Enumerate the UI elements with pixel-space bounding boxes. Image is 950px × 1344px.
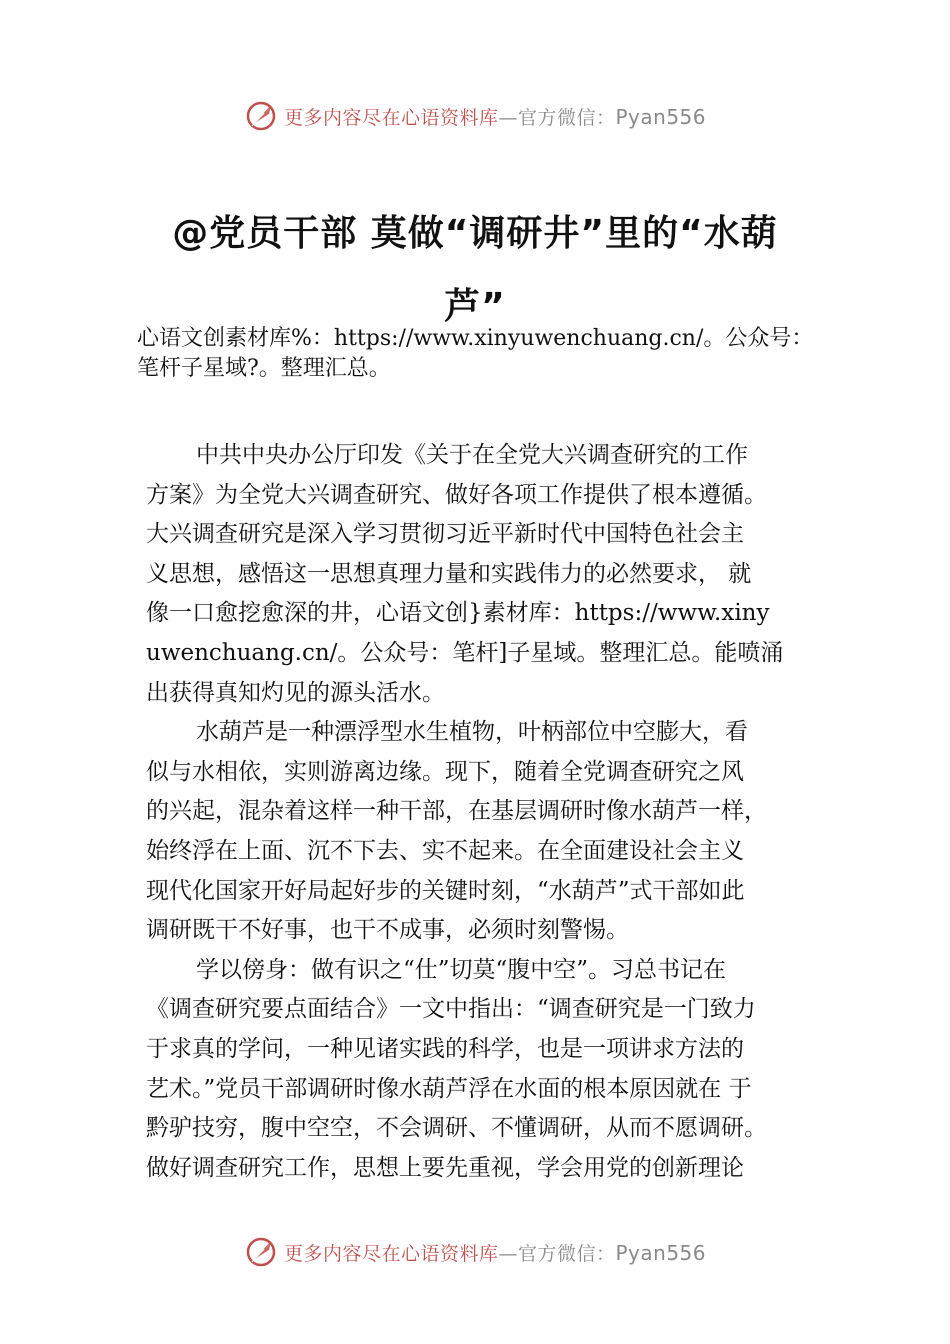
text-line: 出获得真知灼见的源头活水。 bbox=[146, 679, 445, 706]
paragraph-3 bbox=[146, 951, 826, 1189]
paragraph-2 bbox=[146, 713, 826, 951]
source-note-line: 心语文创素材库%：https://www.xinyuwenchuang.cn/。公众号： bbox=[137, 326, 814, 351]
text-line: 现代化国家开好局起好步的关键时刻，“水葫芦”式干部如此 bbox=[146, 877, 745, 904]
text-line: 似与水相依，实则游离边缘。现下，随着全党调查研究之风 bbox=[146, 758, 744, 785]
banner-handle: Pyan556 bbox=[615, 1240, 707, 1265]
text-line: 大兴调查研究是深入学习贯彻习近平新时代中国特色社会主 bbox=[146, 521, 744, 548]
text-line: 于求真的学问，一种见诸实践的科学，也是一项讲求方法的 bbox=[146, 1035, 744, 1062]
text-line: uwenchuang.cn/。公众号：笔杆]子星域。整理汇总。能喷涌 bbox=[146, 639, 784, 666]
banner-main: 更多内容尽在心语资料库 bbox=[283, 1242, 499, 1265]
banner-text bbox=[284, 103, 706, 130]
text-line: 艺术。”党员干部调研时像水葫芦浮在水面的根本原因就在 于 bbox=[146, 1075, 752, 1102]
banner-sep: —官方微信： bbox=[498, 1242, 616, 1265]
banner-handle: Pyan556 bbox=[615, 104, 707, 129]
quill-logo-icon bbox=[244, 99, 278, 133]
quill-logo-icon bbox=[244, 1235, 278, 1269]
text-line: 义思想，感悟这一思想真理力量和实践伟力的必然要求， 就 bbox=[146, 560, 752, 587]
text-line: 水葫芦是一种漂浮型水生植物，叶柄部位中空膨大，看 bbox=[196, 719, 748, 746]
banner-text bbox=[284, 1239, 706, 1266]
source-note bbox=[137, 324, 837, 384]
text-line: 《调查研究要点面结合》一文中指出：“调查研究是一门致力 bbox=[146, 996, 756, 1023]
source-note-line: 笔杆子星域?。整理汇总。 bbox=[137, 356, 391, 381]
text-line: 做好调查研究工作，思想上要先重视，学会用党的创新理论 bbox=[146, 1154, 744, 1181]
header-banner bbox=[0, 96, 950, 136]
page-title-line-1: @党员干部 莫做“调研井”里的“水葫 bbox=[172, 213, 778, 254]
banner-sep: —官方微信： bbox=[498, 106, 616, 129]
text-line: 始终浮在上面、沉不下去、实不起来。在全面建设社会主义 bbox=[146, 837, 744, 864]
banner-main: 更多内容尽在心语资料库 bbox=[283, 106, 499, 129]
text-line: 的兴起，混杂着这样一种干部，在基层调研时像水葫芦一样， bbox=[146, 798, 767, 825]
text-line: 像一口愈挖愈深的井，心语文创}素材库：https://www.xiny bbox=[146, 600, 770, 627]
footer-banner bbox=[0, 1232, 950, 1272]
text-line: 调研既干不好事，也干不成事，必须时刻警惕。 bbox=[146, 917, 629, 944]
text-line: 方案》为全党大兴调查研究、做好各项工作提供了根本遵循。 bbox=[146, 481, 767, 508]
text-line: 黔驴技穷，腹中空空，不会调研、不懂调研，从而不愿调研。 bbox=[146, 1115, 767, 1142]
text-line: 中共中央办公厅印发《关于在全党大兴调查研究的工作 bbox=[196, 442, 748, 468]
page-title-line-2: 芦” bbox=[444, 286, 506, 327]
article-body bbox=[146, 436, 826, 1188]
text-line: 学以傍身：做有识之“仕”切莫“腹中空”。习总书记在 bbox=[196, 956, 727, 983]
paragraph-1 bbox=[146, 436, 826, 713]
